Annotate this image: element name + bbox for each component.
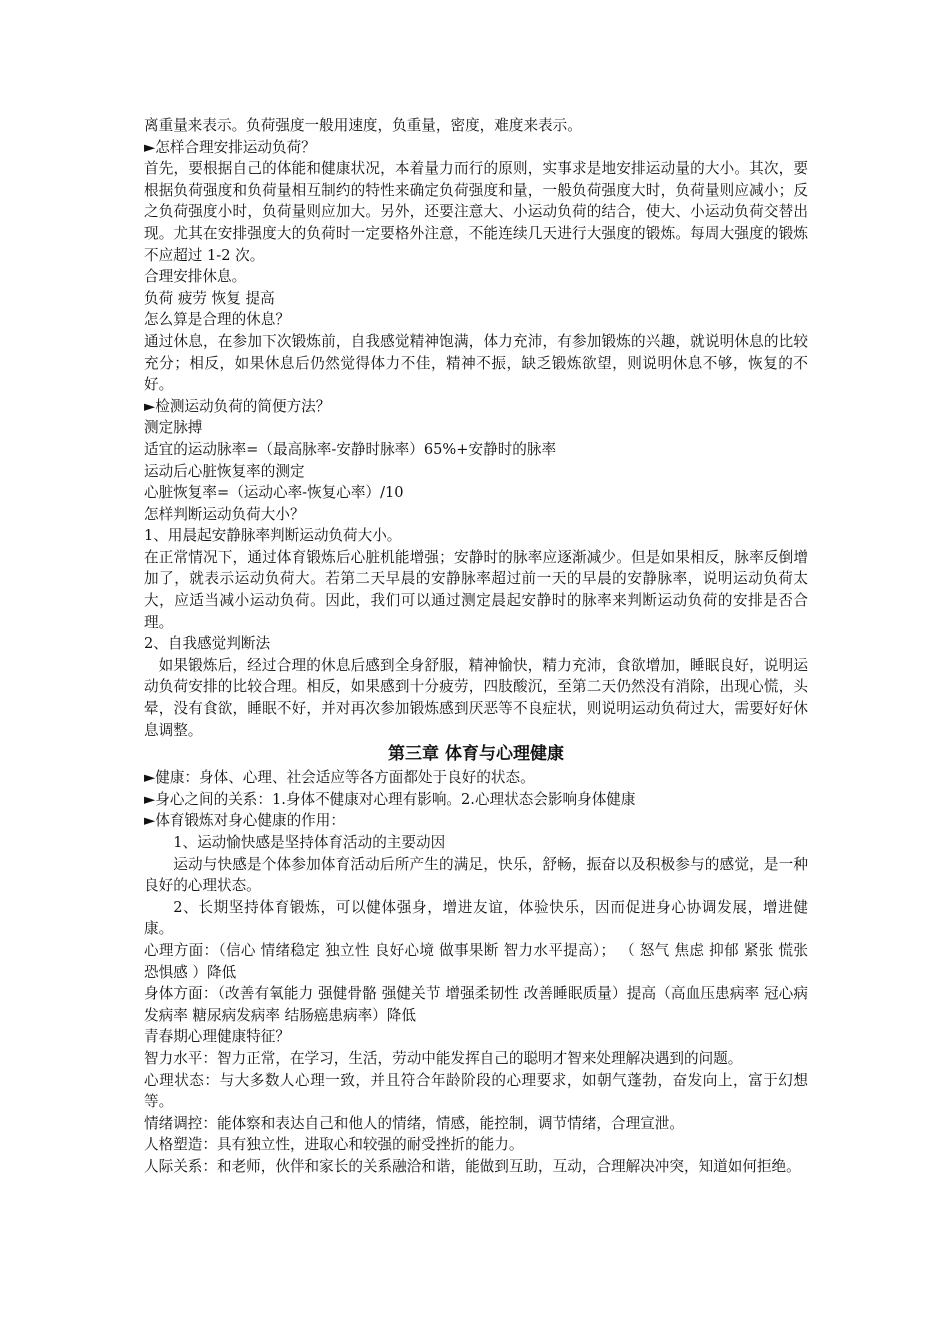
bullet-item: ►身心之间的关系：1.身体不健康对心理有影响。2.心理状态会影响身体健康 <box>144 790 636 808</box>
paragraph: 人际关系：和老师，伙伴和家长的关系融洽和谐，能做到互助，互动，合理解决冲突，知道如何拒绝。 <box>144 1157 801 1175</box>
question-heading: ►怎样合理安排运动负荷？ <box>144 138 316 156</box>
numbered-item: 2、自我感觉判断法 <box>144 635 271 653</box>
question-heading: 怎么算是合理的休息？ <box>144 311 290 329</box>
paragraph: 心理状态：与大多数人心理一致，并且符合年龄阶段的心理要求，如朝气蓬勃，奋发向上，富于幻想等。 <box>144 1071 808 1111</box>
numbered-item: 2、长期坚持体育锻炼，可以健体强身，增进友谊，体验快乐，因而促进身心协调发展，增进健康。 <box>144 898 808 938</box>
paragraph: 在正常情况下，通过体育锻炼后心脏机能增强；安静时的脉率应逐渐减少。但是如果相反，脉率反倒增加了，就表示运动负荷大。若第二天早晨的安静脉率超过前一天的早晨的安静脉率，说明运动负荷太大，应适当减小运动负荷。因此，我们可以通过测定晨起安静时的脉率来判断运动负荷的安排是否合理。 <box>144 548 808 631</box>
chapter-title: 第三章 体育与心理健康 <box>388 744 564 765</box>
bullet-item: ►体育锻炼对身心健康的作用： <box>144 812 345 830</box>
question-heading: 怎样判断运动负荷大小？ <box>144 505 305 523</box>
paragraph: 身体方面：（改善有氧能力 强健骨骼 强健关节 增强柔韧性 改善睡眠质量）提高（高血压患病率 冠心病发病率 糖尿病发病率 结肠癌患病率）降低 <box>144 985 808 1024</box>
paragraph: 情绪调控：能体察和表达自己和他人的情绪，情感，能控制，调节情绪，合理宣泄。 <box>144 1114 684 1132</box>
paragraph: 合理安排休息。 <box>144 268 247 286</box>
question-heading: ►检测运动负荷的简便方法？ <box>144 397 331 415</box>
formula: 心脏恢复率=（运动心率-恢复心率）/10 <box>144 484 404 502</box>
paragraph: 人格塑造：具有独立性，进取心和较强的耐受挫折的能力。 <box>144 1136 524 1154</box>
paragraph: 智力水平：智力正常，在学习，生活，劳动中能发挥自己的聪明才智来处理解决遇到的问题。 <box>144 1049 743 1067</box>
paragraph: 通过休息，在参加下次锻炼前，自我感觉精神饱满，体力充沛，有参加锻炼的兴趣，就说明休息的比较充分；相反，如果休息后仍然觉得体力不佳，精神不振，缺乏锻炼欲望，则说明休息不够，恢复的不好。 <box>144 332 808 394</box>
paragraph: 首先，要根据自己的体能和健康状况，本着量力而行的原则，实事求是地安排运动量的大小。其次，要根据负荷强度和负荷量相互制约的特性来确定负荷强度和量，一般负荷强度大时，负荷量则应减小；反之负荷强度小时，负荷量则应加大。另外，还要注意大、小运动负荷的结合，使大、小运动负荷交替出现。尤其在安排强度大的负荷时一定要格外注意，不能连续几天进行大强度的锻炼。每周大强度的锻炼不应超过 1-2 次。 <box>144 160 808 264</box>
paragraph: 离重量来表示。负荷强度一般用速度，负重量，密度，难度来表示。 <box>144 117 582 134</box>
paragraph: 运动后心脏恢复率的测定 <box>144 462 305 480</box>
question-heading: 青春期心理健康特征？ <box>144 1028 290 1046</box>
numbered-item: 1、用晨起安静脉率判断运动负荷大小。 <box>144 527 402 545</box>
numbered-item: 1、运动愉快感是坚持体育活动的主要动因 <box>173 834 446 851</box>
formula: 适宜的运动脉率=（最高脉率-安静时脉率）65%+安静时的脉率 <box>144 440 557 458</box>
bullet-item: ►健康：身体、心理、社会适应等各方面都处于良好的状态。 <box>144 769 535 787</box>
paragraph: 心理方面：（信心 情绪稳定 独立性 良好心境 做事果断 智力水平提高）； （ 怒气 焦虑 抑郁 紧张 慌张 恐惧感 ）降低 <box>144 941 808 981</box>
paragraph: 运动与快感是个体参加体育活动后所产生的满足，快乐，舒畅，振奋以及积极参与的感觉，是一种良好的心理状态。 <box>144 855 808 895</box>
paragraph: 测定脉搏 <box>144 419 203 437</box>
paragraph: 如果锻炼后，经过合理的休息后感到全身舒服，精神愉快，精力充沛，食欲增加，睡眠良好，说明运动负荷安排的比较合理。相反，如果感到十分疲劳，四肢酸沉，至第二天仍然没有消除，出现心慌，头晕，没有食欲，睡眠不好，并对再次参加锻炼感到厌恶等不良症状，则说明运动负荷过大，需要好好休息调整。 <box>144 656 808 739</box>
paragraph: 负荷 疲劳 恢复 提高 <box>144 289 275 307</box>
document-page <box>144 115 808 1178</box>
